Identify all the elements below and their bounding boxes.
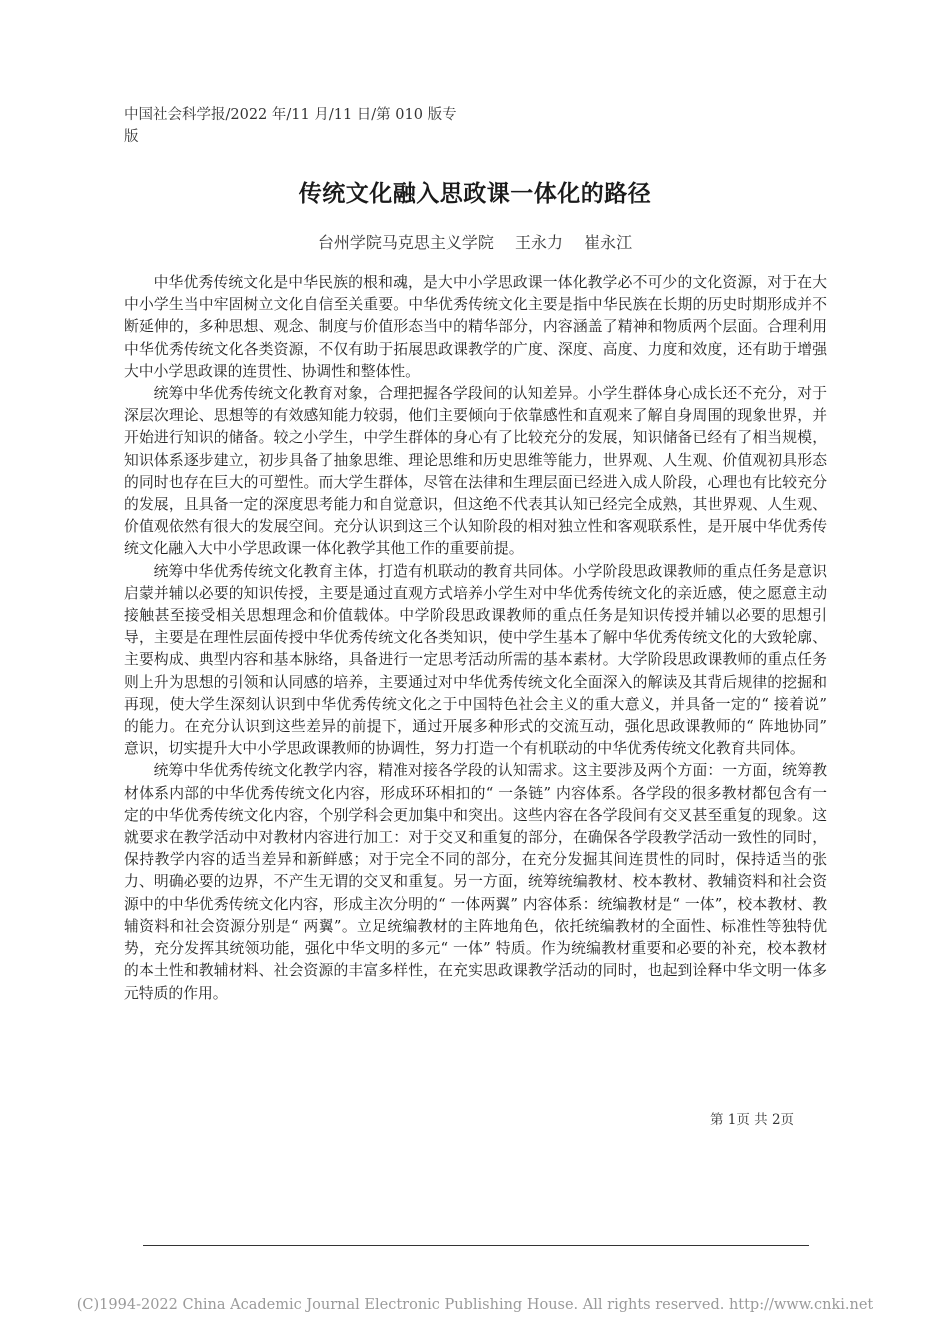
paragraph: 统筹中华优秀传统文化教学内容，精准对接各学段的认知需求。这主要涉及两个方面：一方面，统筹教材体系内部的中华优秀传统文化内容，形成环环相扣的“ 一条链” 内容体系。各学段的很多教材都包含有一定的中华优秀传统文化内容，个别学科会更加集中和突出。这些内容在各学段间有交叉甚至重复的现象。这就要求在教学活动中对教材内容进行加工：对于交叉和重复的部分，在确保各学段教学活动一致性的同时，保持教学内容的适当差异和新鲜感；对于完全不同的部分，在充分发掘其间连贯性的同时，保持适当的张力、明确必要的边界，不产生无谓的交叉和重复。另一方面，统筹统编教材、校本教材、教辅资料和社会资源中的中华优秀传统文化内容，形成主次分明的“ 一体两翼” 内容体系：统编教材是“ 一体”，校本教材、教辅资料和社会资源分别是“ 两翼”。立足统编教材的主阵地角色，依托统编教材的全面性、标准性等独特优势，充分发挥其统领功能，强化中华文明的多元“ 一体” 特质。作为统编教材重要和必要的补充，校本教材的本土性和教辅材料、社会资源的丰富多样性，在充实思政课教学活动的同时，也起到诠释中华文明一体多元特质的作用。 [124,762,827,1002]
author-name: 王永力 [514,233,563,252]
article-body [124,272,827,1005]
copyright-notice: (C)1994-2022 China Academic Journal Electronic Publishing House. All rights reserved. http://www.cnki.net [76,1297,874,1313]
article-title: 传统文化融入思政课一体化的路径 [298,181,652,207]
affiliation: 台州学院马克思主义学院 [317,233,494,252]
footer-divider [143,1245,809,1246]
paragraph: 中华优秀传统文化是中华民族的根和魂，是大中小学思政课一体化教学必不可少的文化资源，对于在大中小学生当中牢固树立文化自信至关重要。中华优秀传统文化主要是指中华民族在长期的历史时期形成并不断延伸的，多种思想、观念、制度与价值形态当中的精华部分，内容涵盖了精神和物质两个层面。合理利用中华优秀传统文化各类资源，不仅有助于拓展思政课教学的广度、深度、高度、力度和效度，还有助于增强大中小学思政课的连贯性、协调性和整体性。 [124,274,827,380]
paragraph: 统筹中华优秀传统文化教育对象，合理把握各学段间的认知差异。小学生群体身心成长还不充分，对于深层次理论、思想等的有效感知能力较弱，他们主要倾向于依靠感性和直观来了解自身周围的现象世界，并开始进行知识的储备。较之小学生，中学生群体的身心有了比较充分的发展，知识储备已经有了相当规模，知识体系逐步建立，初步具备了抽象思维、理论思维和历史思维等能力，世界观、人生观、价值观初具形态的同时也存在巨大的可塑性。而大学生群体，尽管在法律和生理层面已经进入成人阶段，心理也有比较充分的发展，且具备一定的深度思考能力和自觉意识，但这绝不代表其认知已经完全成熟，其世界观、人生观、价值观依然有很大的发展空间。充分认识到这三个认知阶段的相对独立性和客观联系性，是开展中华优秀传统文化融入大中小学思政课一体化教学其他工作的重要前提。 [124,385,827,558]
source-line: 中国社会科学报/2022 年/11 月/11 日/第 010 版专版 [124,107,457,145]
author-name: 崔永江 [584,233,633,252]
author-line [0,230,950,253]
paragraph: 统筹中华优秀传统文化教育主体，打造有机联动的教育共同体。小学阶段思政课教师的重点任务是意识启蒙并辅以必要的知识传授，主要是通过直观方式培养小学生对中华优秀传统文化的亲近感，使之愿意主动接触甚至接受相关思想理念和价值载体。中学阶段思政课教师的重点任务是知识传授并辅以必要的思想引导，主要是在理性层面传授中华优秀传统文化各类知识，使中学生基本了解中华优秀传统文化的大致轮廓、主要构成、典型内容和基本脉络，具备进行一定思考活动所需的基本素材。大学阶段思政课教师的重点任务则上升为思想的引领和认同感的培养，主要通过对中华优秀传统文化全面深入的解读及其背后规律的挖掘和再现，使大学生深刻认识到中华优秀传统文化之于中国特色社会主义的重大意义，并具备一定的“ 接着说” 的能力。在充分认识到这些差异的前提下，通过开展多种形式的交流互动，强化思政课教师的“ 阵地协同” 意识，切实提升大中小学思政课教师的协调性，努力打造一个有机联动的中华优秀传统文化教育共同体。 [124,562,827,758]
page-number: 第 1页 共 2页 [710,1112,795,1128]
